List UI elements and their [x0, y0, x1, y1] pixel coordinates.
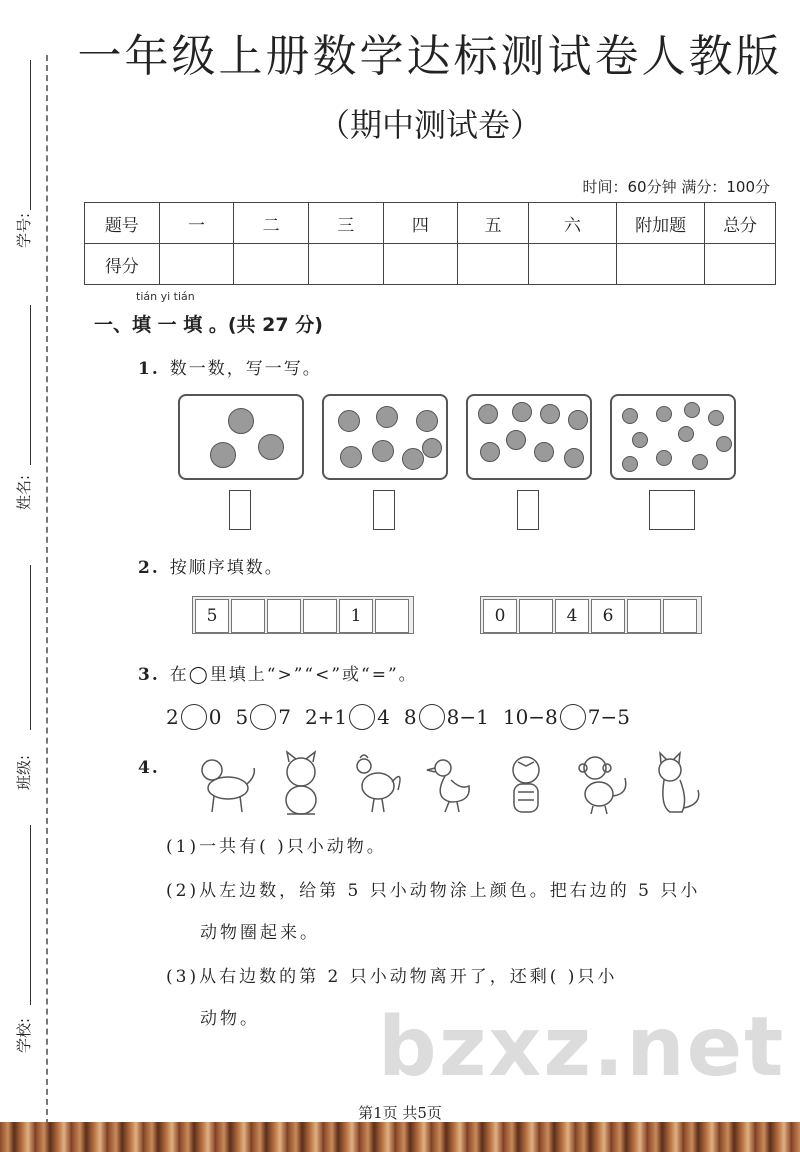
peach-icon — [540, 404, 560, 424]
apple-icon — [340, 446, 362, 468]
score-table — [84, 202, 776, 285]
comparison-left: 2 — [166, 705, 179, 729]
comparison-item — [166, 704, 221, 730]
apple-icon — [338, 410, 360, 432]
cherry-icon — [622, 456, 638, 472]
comparison-left: 10−8 — [502, 705, 558, 729]
compare-circle[interactable] — [419, 704, 445, 730]
score-header-cell: 一 — [159, 203, 234, 244]
school-label: 学校: — [15, 1017, 34, 1053]
duck-icon[interactable] — [415, 750, 487, 818]
question-2-text: 按顺序填数。 — [169, 558, 284, 578]
animals-row — [190, 750, 715, 818]
question-4-part-3b: 动物。 — [200, 1009, 260, 1029]
question-3 — [138, 660, 418, 685]
question-1-text: 数一数，写一写。 — [169, 359, 322, 379]
score-header-cell: 题号 — [85, 203, 160, 244]
comparison-right: 7−5 — [587, 705, 630, 729]
dog-icon[interactable] — [190, 750, 262, 818]
comparison-item — [305, 704, 390, 730]
comparison-right: 7 — [278, 705, 291, 729]
time-info: 时间：60分钟 满分：100分 — [582, 178, 770, 196]
page-subtitle: （期中测试卷） — [317, 106, 542, 144]
score-row-label: 得分 — [85, 244, 160, 285]
comparison-left: 8 — [403, 705, 417, 729]
picture-cherries — [610, 394, 736, 480]
question-2 — [138, 553, 284, 578]
comparison-item — [235, 704, 290, 730]
sequence-row-2 — [480, 596, 702, 634]
student-id-label: 学号: — [15, 212, 34, 248]
apple-icon — [372, 440, 394, 462]
watermark: bzxz.net — [378, 1000, 786, 1095]
sequence-cell[interactable]: 1 — [339, 599, 373, 633]
score-cell[interactable] — [458, 244, 529, 285]
comparison-row — [166, 704, 644, 730]
question-4-part-2b: 动物圈起来。 — [200, 923, 320, 943]
question-4-number: 4. — [138, 758, 160, 778]
comparison-right: 4 — [377, 705, 390, 729]
sequence-cell[interactable] — [519, 599, 553, 633]
score-header-cell: 二 — [234, 203, 309, 244]
page-footer: 第1页 共5页 — [358, 1104, 442, 1122]
strawberry-icon — [210, 442, 236, 468]
score-header-cell: 五 — [458, 203, 529, 244]
name-line — [30, 305, 31, 465]
sequence-cell[interactable] — [663, 599, 697, 633]
strawberry-icon — [228, 408, 254, 434]
sequence-row-1 — [192, 596, 414, 634]
peach-icon — [512, 402, 532, 422]
answer-box-apples[interactable] — [373, 490, 395, 530]
answer-box-strawberries[interactable] — [229, 490, 251, 530]
kitten-icon[interactable] — [640, 750, 712, 818]
question-4-part-3a: (3)从右边数的第 2 只小动物离开了，还剩( )只小 — [166, 967, 618, 987]
apple-icon — [416, 410, 438, 432]
sequence-cell[interactable]: 6 — [591, 599, 625, 633]
rooster-icon[interactable] — [340, 750, 412, 818]
sequence-cell[interactable] — [627, 599, 661, 633]
peach-icon — [564, 448, 584, 468]
score-cell[interactable] — [234, 244, 309, 285]
score-table-header-row — [85, 203, 776, 244]
picture-apples — [322, 394, 448, 480]
cherry-icon — [656, 406, 672, 422]
compare-circle[interactable] — [181, 704, 207, 730]
score-header-cell: 总分 — [705, 203, 776, 244]
cherry-icon — [708, 410, 724, 426]
score-cell[interactable] — [705, 244, 776, 285]
apple-icon — [402, 448, 424, 470]
strawberry-icon — [258, 434, 284, 460]
picture-strawberries — [178, 394, 304, 480]
tiger-icon[interactable] — [490, 750, 562, 818]
comparison-item — [503, 704, 630, 730]
comparison-left: 2+1 — [304, 705, 348, 729]
cherry-icon — [692, 454, 708, 470]
question-2-number: 2. — [138, 558, 160, 578]
school-line — [30, 825, 31, 1005]
answer-box-peaches[interactable] — [517, 490, 539, 530]
score-cell[interactable] — [617, 244, 705, 285]
score-cell[interactable] — [383, 244, 458, 285]
compare-circle[interactable] — [250, 704, 276, 730]
cat-icon[interactable] — [265, 750, 337, 818]
sequence-cell[interactable] — [231, 599, 265, 633]
peach-icon — [534, 442, 554, 462]
apple-icon — [376, 406, 398, 428]
peach-icon — [568, 410, 588, 430]
comparison-right: 8−1 — [446, 705, 489, 729]
comparison-left: 5 — [235, 705, 249, 729]
question-3-text: 在◯里填上“>”“<”或“=”。 — [169, 665, 418, 685]
comparison-item — [404, 704, 489, 730]
cherry-icon — [656, 450, 672, 466]
cherry-icon — [622, 408, 638, 424]
score-header-cell: 四 — [383, 203, 458, 244]
binding-dashed-line — [46, 55, 48, 1125]
sequence-cell[interactable] — [375, 599, 409, 633]
class-label: 班级: — [15, 754, 34, 790]
score-header-cell: 三 — [308, 203, 383, 244]
score-cell[interactable] — [308, 244, 383, 285]
monkey-icon[interactable] — [565, 750, 637, 818]
class-line — [30, 565, 31, 730]
cherry-icon — [684, 402, 700, 418]
peach-icon — [506, 430, 526, 450]
score-header-cell: 附加题 — [617, 203, 705, 244]
peach-icon — [478, 404, 498, 424]
comparison-right: 0 — [208, 705, 222, 729]
question-4-part-1: (1)一共有( )只小动物。 — [166, 837, 387, 857]
picture-peaches — [466, 394, 592, 480]
sequence-cell[interactable] — [303, 599, 337, 633]
background-photo-strip — [0, 1122, 800, 1152]
question-4-part-2a: (2)从左边数，给第 5 只小动物涂上颜色。把右边的 5 只小 — [166, 881, 701, 901]
score-header-cell: 六 — [529, 203, 617, 244]
section1-title: 一、填 一 填 。(共 27 分) — [94, 314, 323, 336]
cherry-icon — [678, 426, 694, 442]
question-4 — [138, 758, 170, 778]
sequence-cell[interactable] — [267, 599, 301, 633]
sequence-cell[interactable]: 0 — [483, 599, 517, 633]
question-3-number: 3. — [138, 665, 160, 685]
cherry-icon — [632, 432, 648, 448]
question-1 — [138, 354, 322, 379]
answer-box-cherries[interactable] — [649, 490, 695, 530]
score-table-score-row — [85, 244, 776, 285]
section1-pinyin: tián yi tián — [136, 290, 195, 303]
apple-icon — [422, 438, 442, 458]
sequence-cell[interactable]: 5 — [195, 599, 229, 633]
question-1-number: 1. — [138, 359, 160, 379]
compare-circle[interactable] — [349, 704, 375, 730]
student-id-line — [30, 60, 31, 210]
score-cell[interactable] — [159, 244, 234, 285]
sequence-cell[interactable]: 4 — [555, 599, 589, 633]
cherry-icon — [716, 436, 732, 452]
score-cell[interactable] — [529, 244, 617, 285]
page-title: 一年级上册数学达标测试卷人教版 — [77, 31, 783, 82]
name-label: 姓名: — [15, 474, 34, 510]
compare-circle[interactable] — [560, 704, 586, 730]
peach-icon — [480, 442, 500, 462]
